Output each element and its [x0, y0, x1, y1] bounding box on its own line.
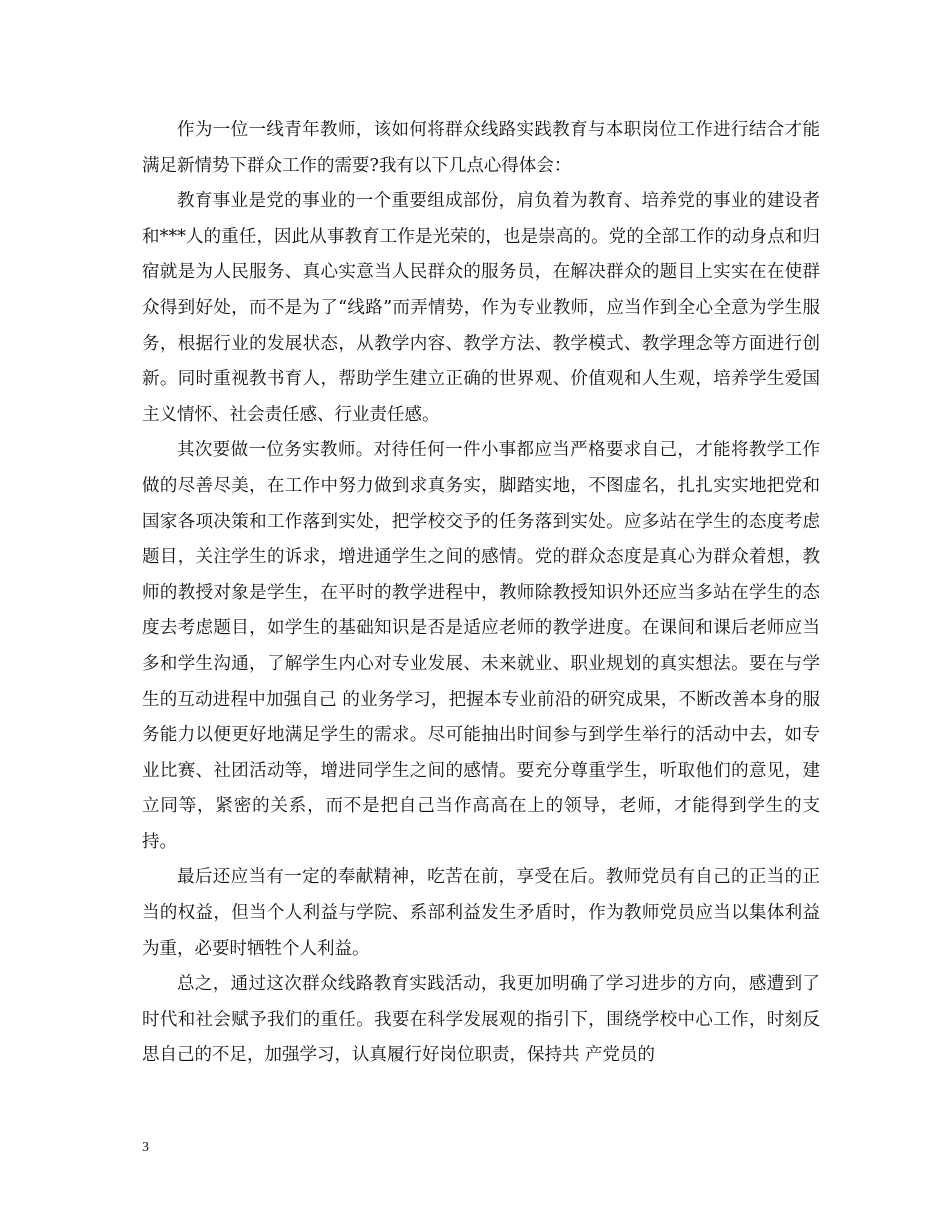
paragraph-1: 作为一位一线青年教师，该如何将群众线路实践教育与本职岗位工作进行结合才能满足新情势下群众工作的需要?我有以下几点心得体会：	[142, 120, 820, 176]
paragraph-3: 其次要做一位务实教师。对待任何一件小事都应当严格要求自己，才能将教学工作做的尽善尽美，在工作中努力做到求真务实，脚踏实地，不图虚名，扎扎实实地把党和国家各项决策和工作落到实处，把学校交予的任务落到实处。应多站在学生的态度考虑题目，关注学生的诉求，增进通学生之间的感情。党的群众态度是真心为群众着想，教师的教授对象是学生，在平时的教学进程中，教师除教授知识外还应当多站在学生的态度去考虑题目，如学生的基础知识是否是适应老师的教学进度。在课间和课后老师应当多和学生沟通，了解学生内心对专业发展、未来就业、职业规划的真实想法。要在与学生的互动进程中加强自己 的业务学习，把握本专业前沿的研究成果，不断改善本身的服务能力以便更好地满足学生的需求。尽可能抽出时间参与到学生举行的活动中去，如专业比赛、社团活动等，增进同学生之间的感情。要充分尊重学生，听取他们的意见，建立同等，紧密的关系，而不是把自己当作高高在上的领导，老师，才能得到学生的支持。	[142, 440, 820, 852]
document-body	[142, 113, 820, 1074]
page-number: 3	[142, 1140, 149, 1155]
paragraph-2: 教育事业是党的事业的一个重要组成部份，肩负着为教育、培养党的事业的建设者和***人的重任，因此从事教育工作是光荣的，也是崇高的。党的全部工作的动身点和归宿就是为人民服务、真心实意当人民群众的服务员，在解决群众的题目上实实在在使群众得到好处，而不是为了“线路”而弄情势，作为专业教师，应当作到全心全意为学生服务，根据行业的发展状态，从教学内容、教学方法、教学模式、教学理念等方面进行创新。同时重视教书育人，帮助学生建立正确的世界观、价值观和人生观，培养学生爱国主义情怀、社会责任感、行业责任感。	[142, 191, 820, 425]
paragraph-4: 最后还应当有一定的奉献精神，吃苦在前，享受在后。教师党员有自己的正当的正当的权益，但当个人利益与学院、系部利益发生矛盾时，作为教师党员应当以集体利益为重，必要时牺牲个人利益。	[142, 867, 820, 959]
paragraph-5: 总之，通过这次群众线路教育实践活动，我更加明确了学习进步的方向，感遭到了时代和社会赋予我们的重任。我要在科学发展观的指引下，围绕学校中心工作，时刻反思自己的不足，加强学习，认真履行好岗位职责，保持共 产党员的	[142, 974, 820, 1066]
